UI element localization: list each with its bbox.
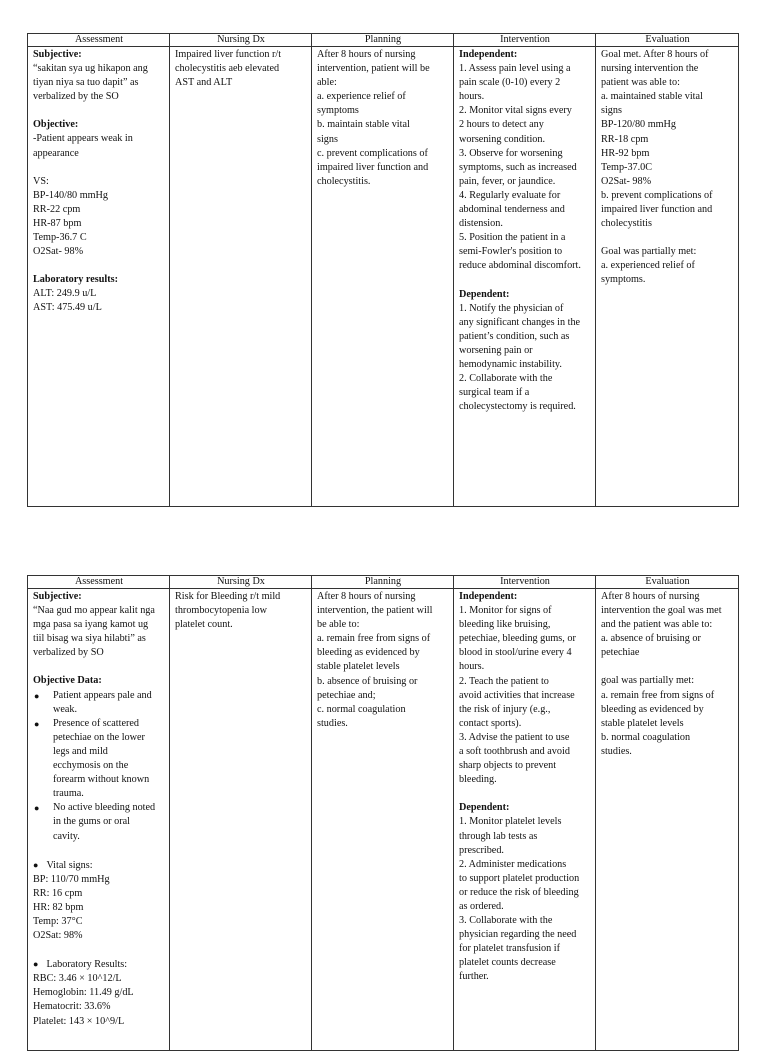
- care-plan-table-bleeding: [27, 575, 739, 1051]
- header-assessment: Assessment: [28, 34, 170, 47]
- vital-signs: [33, 175, 165, 260]
- text-line: hours.: [459, 91, 485, 103]
- subjective-text: [33, 62, 165, 104]
- text-line: a. experience relief of: [317, 91, 406, 103]
- text-line: semi-Fowler's position to: [459, 246, 563, 258]
- text-line: cholecystitis.: [317, 175, 371, 187]
- text-line: distension.: [459, 218, 503, 230]
- text-line: through lab tests as: [459, 830, 538, 842]
- text-line: intervention, the patient will: [317, 605, 433, 617]
- intervention-cell: [454, 589, 596, 1051]
- text-line: reduce abdominal discomfort.: [459, 260, 581, 272]
- text-line: b. maintain stable vital: [317, 119, 410, 131]
- text-line: 2. Administer medications: [459, 858, 567, 870]
- text-line: patient was able to:: [601, 77, 680, 89]
- text-line: b. prevent complications of: [601, 189, 713, 201]
- text-line: bleeding.: [459, 774, 497, 786]
- planning-cell: [312, 47, 454, 507]
- text-line: pain, fever, or jaundice.: [459, 175, 556, 187]
- text-line: Impaired liver function r/t: [175, 49, 282, 60]
- text-line: bleeding like bruising,: [459, 619, 551, 631]
- text-line: After 8 hours of nursing: [317, 591, 416, 602]
- text-line: c. normal coagulation: [317, 703, 406, 715]
- text-line: for platelet transfusion if: [459, 943, 560, 955]
- text-line: prescribed.: [459, 844, 504, 856]
- text-line: signs: [317, 133, 338, 145]
- text-line: a. remain free from signs of: [317, 633, 431, 645]
- text-line: BP: 110/70 mmHg: [33, 873, 110, 885]
- text-line: patient’s condition, such as: [459, 330, 570, 342]
- text-line: or reduce the risk of bleeding: [459, 886, 579, 898]
- text-line: Temp-36.7 C: [33, 232, 87, 244]
- header-intervention: Intervention: [454, 34, 596, 47]
- text-line: intervention, patient will be: [317, 63, 430, 75]
- text-line: blood in stool/urine every 4: [459, 647, 572, 659]
- objective-list: [33, 689, 165, 844]
- text-line: 3. Collaborate with the: [459, 915, 553, 927]
- header-nursing-dx: Nursing Dx: [170, 576, 312, 589]
- text-line: After 8 hours of nursing: [317, 49, 416, 60]
- text-line: thrombocytopenia low: [175, 605, 267, 617]
- text-line: tiyan niya sa tuo dapit” as: [33, 77, 139, 89]
- text-line: able:: [317, 77, 337, 89]
- text-line: BP-120/80 mmHg: [601, 119, 676, 131]
- text-line: symptoms.: [601, 274, 646, 286]
- text-line: verbalized by SO: [33, 647, 104, 659]
- text-line: to support platelet production: [459, 872, 580, 884]
- text-line: surgical team if a: [459, 387, 530, 399]
- text-line: b. absence of bruising or: [317, 675, 418, 687]
- text-line: petechiae on the lower: [53, 731, 145, 743]
- text-line: studies.: [317, 717, 348, 729]
- text-line: cavity.: [53, 830, 80, 842]
- nursing-dx-cell: [170, 589, 312, 1051]
- text-line: BP-140/80 mmHg: [33, 189, 108, 201]
- text-line: Platelet: 143 × 10^9/L: [33, 1015, 125, 1027]
- text-line: Temp-37.0C: [601, 161, 653, 173]
- text-line: RR: 16 cpm: [33, 887, 83, 899]
- text-line: stable platelet levels: [317, 661, 400, 673]
- text-line: Goal was partially met:: [601, 246, 697, 258]
- text-line: 2 hours to detect any: [459, 119, 544, 131]
- subjective-heading: Subjective:: [33, 49, 82, 60]
- text-line: O2Sat: 98%: [33, 930, 83, 942]
- text-line: a. remain free from signs of: [601, 689, 715, 701]
- content-row: [28, 589, 739, 1051]
- text-line: verbalized by the SO: [33, 91, 119, 103]
- text-line: ecchymosis on the: [53, 760, 129, 772]
- text-line: O2Sat- 98%: [601, 175, 652, 187]
- list-item: [53, 717, 165, 802]
- objective-heading: Objective Data:: [33, 675, 102, 687]
- text-line: HR: 82 bpm: [33, 901, 84, 913]
- text-line: impaired liver function and: [601, 204, 713, 216]
- text-line: 1. Monitor for signs of: [459, 605, 552, 617]
- text-line: physician regarding the need: [459, 929, 577, 941]
- text-line: further.: [459, 971, 489, 983]
- text-line: AST: 475.49 u/L: [33, 302, 102, 314]
- text-line: Temp: 37°C: [33, 915, 83, 927]
- text-line: bleeding as evidenced by: [317, 647, 420, 659]
- text-line: cholecystitis aeb elevated: [175, 63, 280, 75]
- text-line: cholecystitis: [601, 218, 652, 230]
- text-line: VS:: [33, 175, 49, 187]
- text-line: goal was partially met:: [601, 675, 695, 687]
- text-line: petechiae, bleeding gums, or: [459, 633, 576, 645]
- text-line: worsening condition.: [459, 133, 546, 145]
- dependent-heading: Dependent:: [459, 288, 510, 300]
- text-line: appearance: [33, 147, 79, 159]
- care-plan-table-liver: [27, 33, 739, 507]
- evaluation-cell: [596, 589, 739, 1051]
- text-line: platelet count.: [175, 619, 233, 631]
- text-line: impaired liver function and: [317, 161, 429, 173]
- text-line: 1. Assess pain level using a: [459, 63, 571, 75]
- text-line: 2. Monitor vital signs every: [459, 105, 572, 117]
- text-line: bleeding as evidenced by: [601, 703, 704, 715]
- text-line: “sakitan sya ug hikapon ang: [33, 63, 148, 75]
- text-line: contact sports).: [459, 717, 522, 729]
- text-line: 2. Teach the patient to: [459, 675, 549, 687]
- lab-heading: ● Laboratory Results:: [33, 957, 165, 972]
- text-line: RBC: 3.46 × 10^12/L: [33, 973, 122, 985]
- text-line: a soft toothbrush and avoid: [459, 746, 570, 758]
- subjective-heading: Subjective:: [33, 591, 82, 602]
- text-line: 5. Position the patient in a: [459, 232, 566, 244]
- text-line: ● No active bleeding noted: [53, 802, 156, 814]
- independent-heading: Independent:: [459, 591, 518, 602]
- text-line: “Naa gud mo appear kalit nga: [33, 605, 155, 617]
- header-row: [28, 576, 739, 589]
- text-line: abdominal tenderness and: [459, 204, 565, 216]
- nursing-dx-cell: [170, 47, 312, 507]
- text-line: petechiae: [601, 647, 640, 659]
- text-line: a. absence of bruising or: [601, 633, 701, 645]
- text-line: AST and ALT: [175, 77, 233, 89]
- text-line: tiil bisag wa siya hilabti” as: [33, 633, 146, 645]
- header-assessment: Assessment: [28, 576, 170, 589]
- header-planning: Planning: [312, 34, 454, 47]
- text-line: 1. Monitor platelet levels: [459, 816, 562, 828]
- independent-heading: Independent:: [459, 49, 518, 60]
- text-line: any significant changes in the: [459, 316, 581, 328]
- text-line: sharp objects to prevent: [459, 760, 557, 772]
- text-line: ● Presence of scattered: [53, 717, 139, 729]
- text-line: petechiae and;: [317, 689, 376, 701]
- text-line: stable platelet levels: [601, 717, 684, 729]
- text-line: legs and mild: [53, 745, 108, 757]
- header-nursing-dx: Nursing Dx: [170, 34, 312, 47]
- text-line: mga pasa sa iyang kamot ug: [33, 619, 149, 631]
- text-line: After 8 hours of nursing: [601, 591, 700, 602]
- content-row: [28, 47, 739, 507]
- text-line: Risk for Bleeding r/t mild: [175, 591, 281, 602]
- text-line: in the gums or oral: [53, 816, 130, 828]
- text-line: symptoms: [317, 105, 359, 117]
- list-item: [53, 689, 165, 717]
- text-line: be able to:: [317, 619, 360, 631]
- text-line: cholecystectomy is required.: [459, 401, 576, 413]
- vitals-heading: ● Vital signs:: [33, 858, 165, 873]
- text-line: Hematocrit: 33.6%: [33, 1001, 111, 1013]
- dependent-heading: Dependent:: [459, 802, 510, 814]
- text-line: pain scale (0-10) every 2: [459, 77, 561, 89]
- list-item: [53, 801, 165, 843]
- evaluation-cell: [596, 47, 739, 507]
- text-line: a. experienced relief of: [601, 260, 695, 272]
- header-row: [28, 34, 739, 47]
- text-line: a. maintained stable vital: [601, 91, 703, 103]
- text-line: b. normal coagulation: [601, 731, 691, 743]
- text-line: RR-18 cpm: [601, 133, 649, 145]
- header-planning: Planning: [312, 576, 454, 589]
- text-line: 3. Observe for worsening: [459, 147, 563, 159]
- text-line: 3. Advise the patient to use: [459, 731, 570, 743]
- text-line: c. prevent complications of: [317, 147, 428, 159]
- text-line: 4. Regularly evaluate for: [459, 189, 561, 201]
- header-evaluation: Evaluation: [596, 576, 739, 589]
- text-line: as ordered.: [459, 900, 504, 912]
- intervention-cell: [454, 47, 596, 507]
- planning-cell: [312, 589, 454, 1051]
- text-line: Goal met. After 8 hours of: [601, 49, 709, 60]
- text-line: Hemoglobin: 11.49 g/dL: [33, 987, 134, 999]
- text-line: symptoms, such as increased: [459, 161, 577, 173]
- text-line: weak.: [53, 703, 78, 715]
- text-line: -Patient appears weak in: [33, 133, 133, 145]
- text-line: RR-22 cpm: [33, 203, 81, 215]
- text-line: ALT: 249.9 u/L: [33, 288, 97, 300]
- text-line: hemodynamic instability.: [459, 358, 562, 370]
- text-line: 2. Collaborate with the: [459, 373, 553, 385]
- text-line: platelet counts decrease: [459, 957, 556, 969]
- text-line: the risk of injury (e.g.,: [459, 703, 551, 715]
- objective-heading: Objective:: [33, 119, 79, 131]
- text-line: HR-87 bpm: [33, 217, 82, 229]
- text-line: forearm without known: [53, 774, 150, 786]
- text-line: HR-92 bpm: [601, 147, 650, 159]
- header-evaluation: Evaluation: [596, 34, 739, 47]
- assessment-cell: [28, 47, 170, 507]
- assessment-cell: [28, 589, 170, 1051]
- text-line: nursing intervention the: [601, 63, 699, 75]
- text-line: studies.: [601, 745, 632, 757]
- text-line: ● Patient appears pale and: [53, 689, 152, 701]
- text-line: trauma.: [53, 788, 84, 800]
- text-line: intervention the goal was met: [601, 605, 722, 617]
- text-line: worsening pain or: [459, 344, 533, 356]
- text-line: and the patient was able to:: [601, 619, 713, 631]
- lab-heading: Laboratory results:: [33, 274, 118, 286]
- text-line: 1. Notify the physician of: [459, 302, 564, 314]
- text-line: O2Sat- 98%: [33, 246, 84, 258]
- text-line: avoid activities that increase: [459, 689, 575, 701]
- text-line: signs: [601, 105, 622, 117]
- header-intervention: Intervention: [454, 576, 596, 589]
- text-line: hours.: [459, 661, 485, 673]
